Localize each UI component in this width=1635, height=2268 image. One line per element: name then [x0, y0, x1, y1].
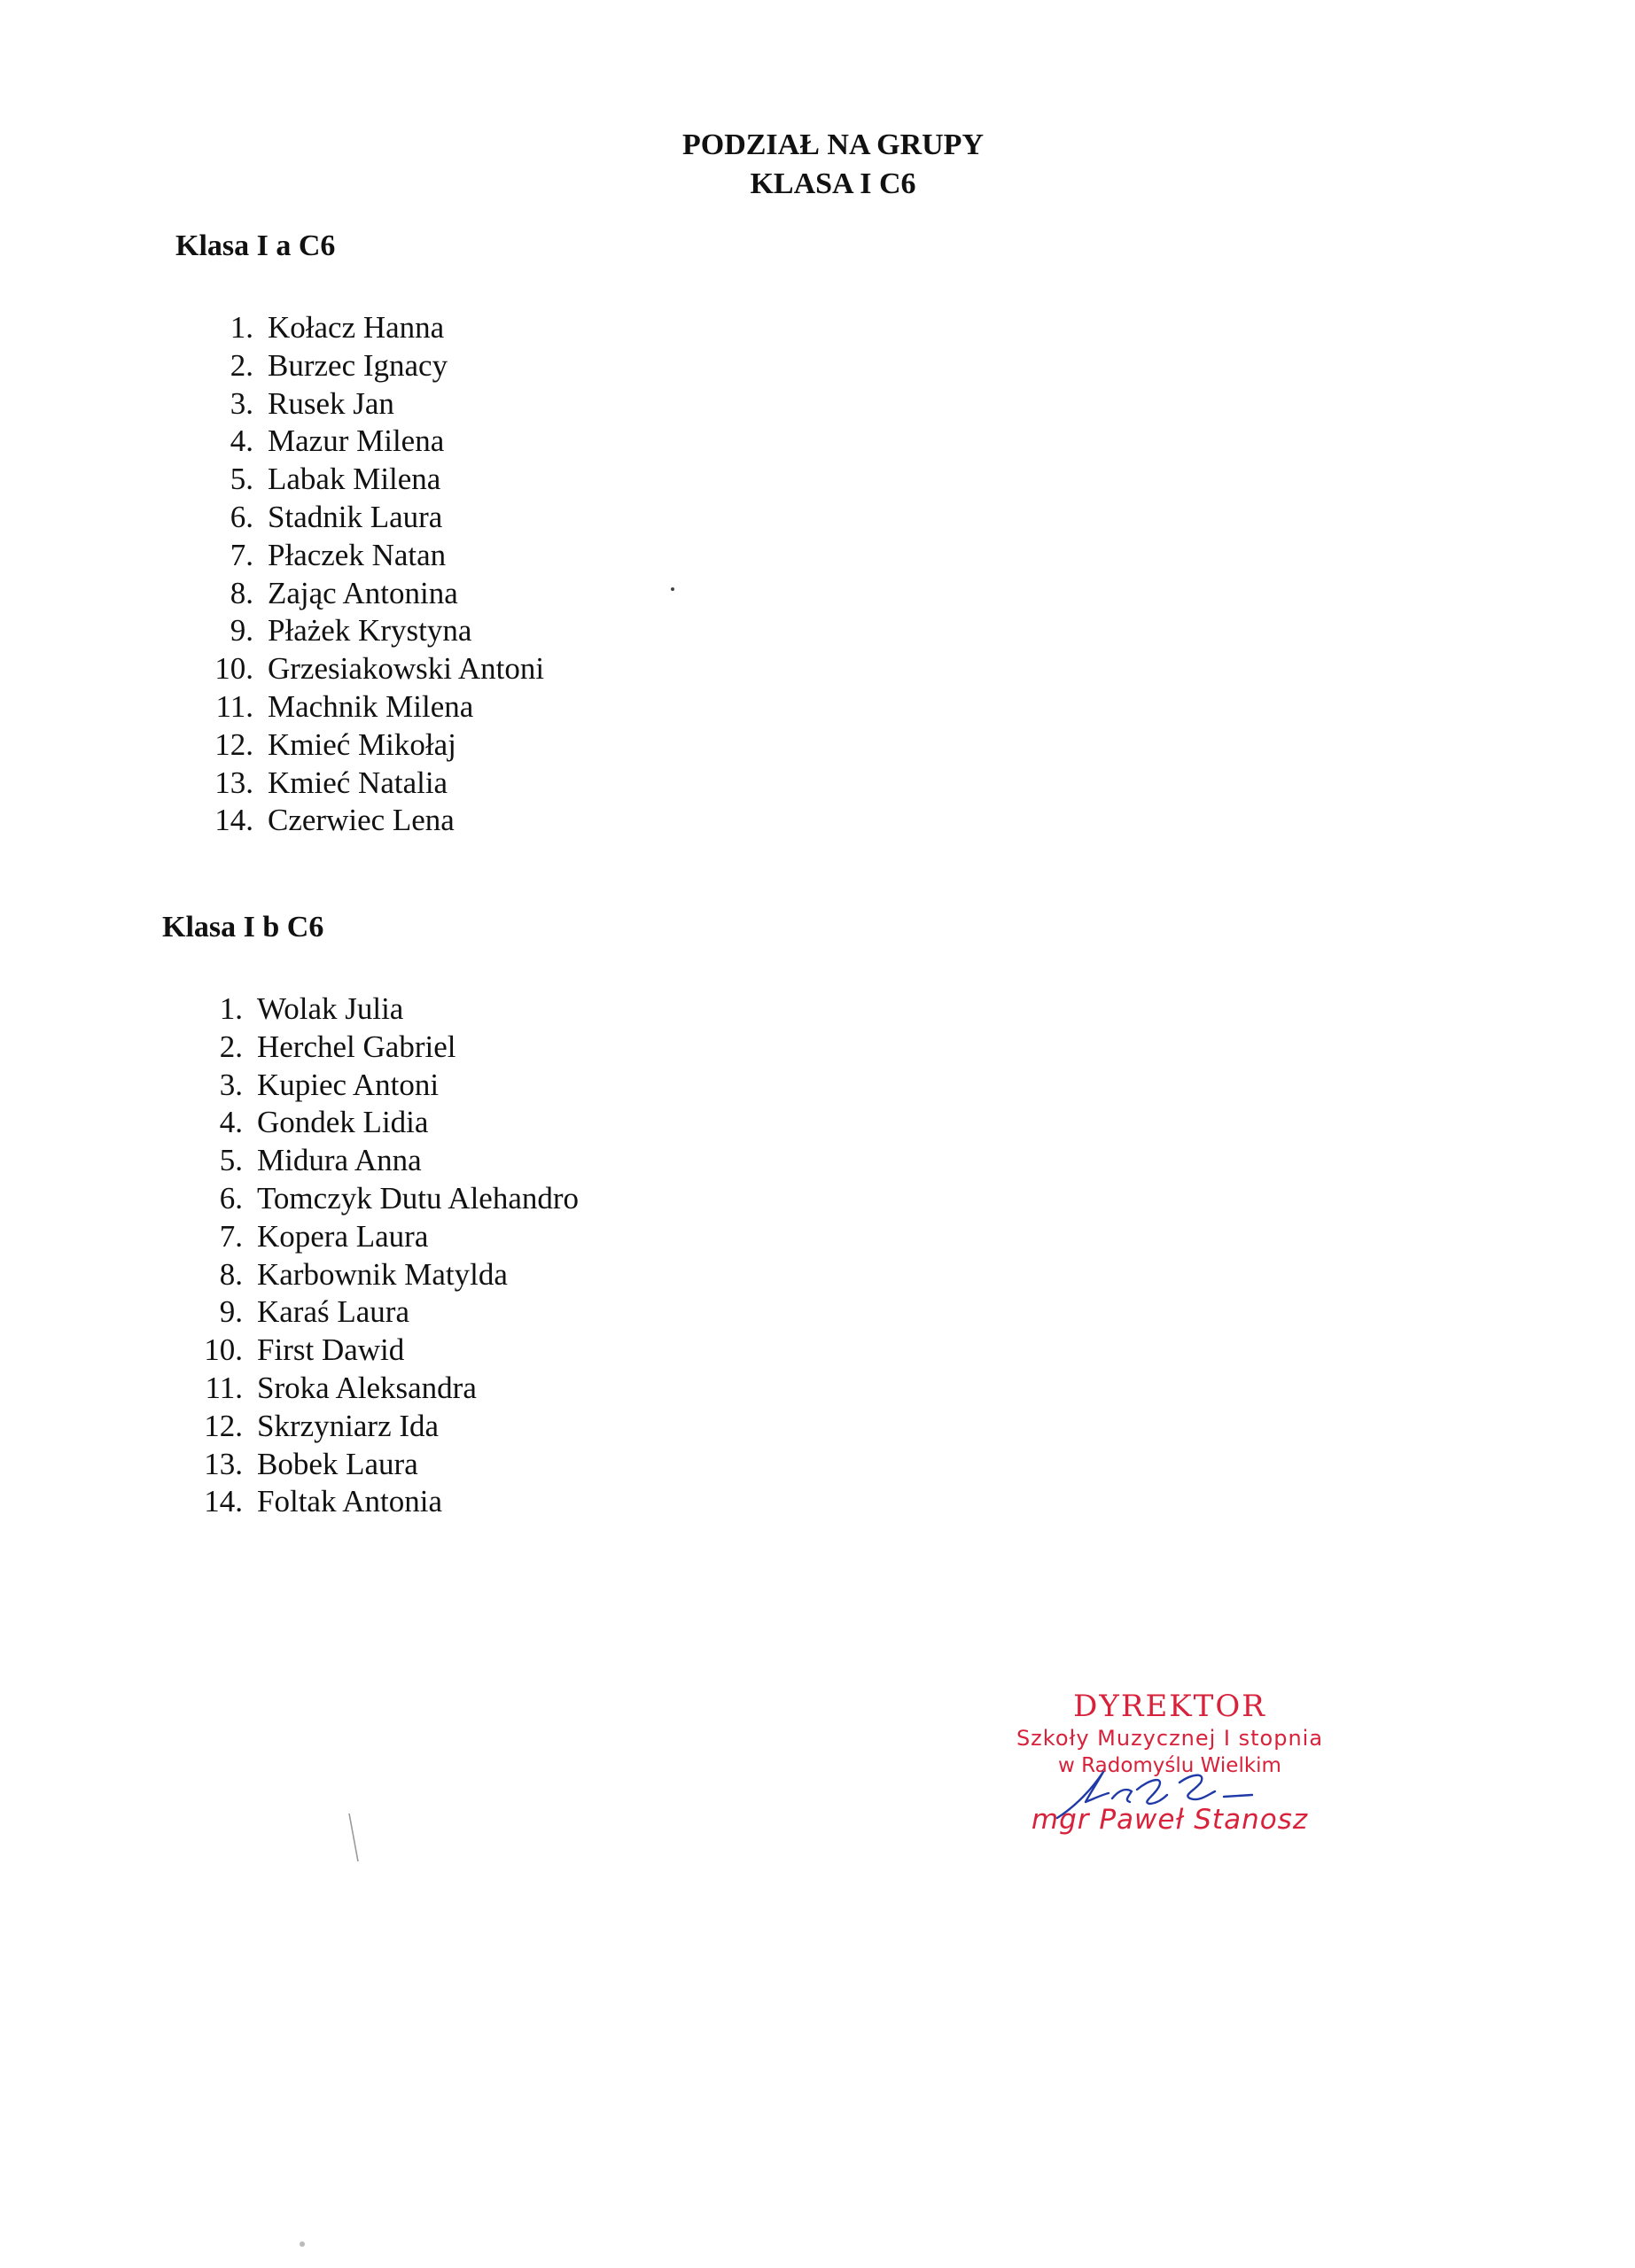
- title-line-1: PODZIAŁ NA GRUPY: [681, 128, 985, 161]
- list-item: [204, 499, 544, 537]
- student-name: Herchel Gabriel: [257, 1029, 456, 1064]
- student-name: Czerwiec Lena: [268, 803, 455, 838]
- student-name: Foltak Antonia: [257, 1484, 443, 1519]
- item-number: 2.: [219, 1029, 243, 1064]
- stamp-school: Szkoły Muzycznej I stopnia: [1016, 1726, 1324, 1751]
- student-name: Kmieć Natalia: [268, 765, 448, 800]
- group-heading-a: Klasa I a C6: [175, 229, 336, 262]
- student-name: Kołacz Hanna: [268, 310, 445, 345]
- list-item: [204, 802, 544, 840]
- list-item: [193, 1218, 579, 1256]
- student-name: Zając Antonina: [268, 575, 458, 610]
- student-name: Grzesiakowski Antoni: [268, 651, 545, 687]
- list-item: [193, 1104, 579, 1142]
- list-item: [204, 423, 544, 461]
- item-number: 13.: [204, 1446, 243, 1481]
- list-item: [193, 1067, 579, 1105]
- item-number: 7.: [230, 537, 253, 572]
- title-line-2: KLASA I C6: [750, 167, 916, 200]
- item-number: 3.: [230, 385, 253, 421]
- item-number: 10.: [214, 651, 253, 687]
- student-name: Machnik Milena: [268, 688, 474, 724]
- list-item: [204, 650, 544, 688]
- student-name: Mazur Milena: [268, 423, 445, 459]
- list-item: [204, 575, 544, 613]
- item-number: 2.: [230, 347, 253, 383]
- student-name: Gondek Lidia: [257, 1105, 429, 1140]
- item-number: 3.: [219, 1067, 243, 1102]
- document-title: [567, 126, 1099, 204]
- item-number: 4.: [219, 1105, 243, 1140]
- scan-mark: [346, 1812, 363, 1865]
- item-number: 6.: [230, 499, 253, 534]
- item-number: 9.: [230, 613, 253, 649]
- scan-speck: [300, 2241, 305, 2247]
- student-name: Karbownik Matylda: [257, 1256, 508, 1292]
- item-number: 12.: [214, 726, 253, 762]
- student-name: Płaczek Natan: [268, 537, 447, 572]
- student-list-b: [193, 990, 579, 1521]
- student-name: Midura Anna: [257, 1143, 422, 1178]
- list-item: [193, 1446, 579, 1484]
- list-item: [204, 688, 544, 726]
- item-number: 10.: [204, 1332, 243, 1368]
- item-number: 5.: [230, 462, 253, 497]
- list-item: [193, 1029, 579, 1067]
- stamp-name: mgr Paweł Stanosz: [1031, 1804, 1309, 1836]
- item-number: 11.: [205, 1370, 243, 1405]
- list-item: [193, 1256, 579, 1294]
- item-number: 13.: [214, 765, 253, 800]
- student-name: Rusek Jan: [268, 385, 394, 421]
- handwritten-signature: [1050, 1763, 1263, 1825]
- list-item: [193, 1332, 579, 1370]
- group-heading-b: Klasa I b C6: [162, 911, 324, 944]
- list-item: [193, 1142, 579, 1180]
- item-number: 1.: [230, 310, 253, 345]
- student-name: Stadnik Laura: [268, 499, 443, 534]
- student-name: Labak Milena: [268, 462, 441, 497]
- stamp-role: DYREKTOR: [1073, 1689, 1266, 1724]
- item-number: 6.: [219, 1180, 243, 1216]
- item-number: 14.: [214, 803, 253, 838]
- scan-speck: [671, 587, 674, 591]
- list-item: [193, 1293, 579, 1332]
- student-name: Kupiec Antoni: [257, 1067, 440, 1102]
- student-name: Kmieć Mikołaj: [268, 726, 456, 762]
- list-item: [193, 990, 579, 1029]
- student-name: Wolak Julia: [257, 991, 404, 1026]
- student-list-a: [204, 309, 544, 840]
- student-name: Kopera Laura: [257, 1218, 429, 1254]
- list-item: [193, 1483, 579, 1521]
- student-name: Sroka Aleksandra: [257, 1370, 477, 1405]
- item-number: 12.: [204, 1408, 243, 1443]
- list-item: [204, 385, 544, 423]
- list-item: [193, 1370, 579, 1408]
- student-name: Tomczyk Dutu Alehandro: [257, 1180, 580, 1216]
- item-number: 7.: [219, 1218, 243, 1254]
- student-name: Skrzyniarz Ida: [257, 1408, 440, 1443]
- list-item: [204, 461, 544, 499]
- item-number: 1.: [219, 991, 243, 1026]
- student-name: Burzec Ignacy: [268, 347, 448, 383]
- list-item: [204, 347, 544, 385]
- student-name: First Dawid: [257, 1332, 405, 1368]
- list-item: [204, 537, 544, 575]
- item-number: 14.: [204, 1484, 243, 1519]
- item-number: 5.: [219, 1143, 243, 1178]
- student-name: Płażek Krystyna: [268, 613, 472, 649]
- list-item: [193, 1408, 579, 1446]
- item-number: 8.: [219, 1256, 243, 1292]
- student-name: Bobek Laura: [257, 1446, 418, 1481]
- item-number: 8.: [230, 575, 253, 610]
- list-item: [193, 1180, 579, 1218]
- stamp-town: w Radomyślu Wielkim: [1058, 1754, 1281, 1777]
- item-number: 11.: [215, 688, 253, 724]
- list-item: [204, 765, 544, 803]
- item-number: 4.: [230, 423, 253, 459]
- list-item: [204, 309, 544, 347]
- list-item: [204, 726, 544, 765]
- item-number: 9.: [219, 1294, 243, 1330]
- student-name: Karaś Laura: [257, 1294, 409, 1330]
- list-item: [204, 612, 544, 650]
